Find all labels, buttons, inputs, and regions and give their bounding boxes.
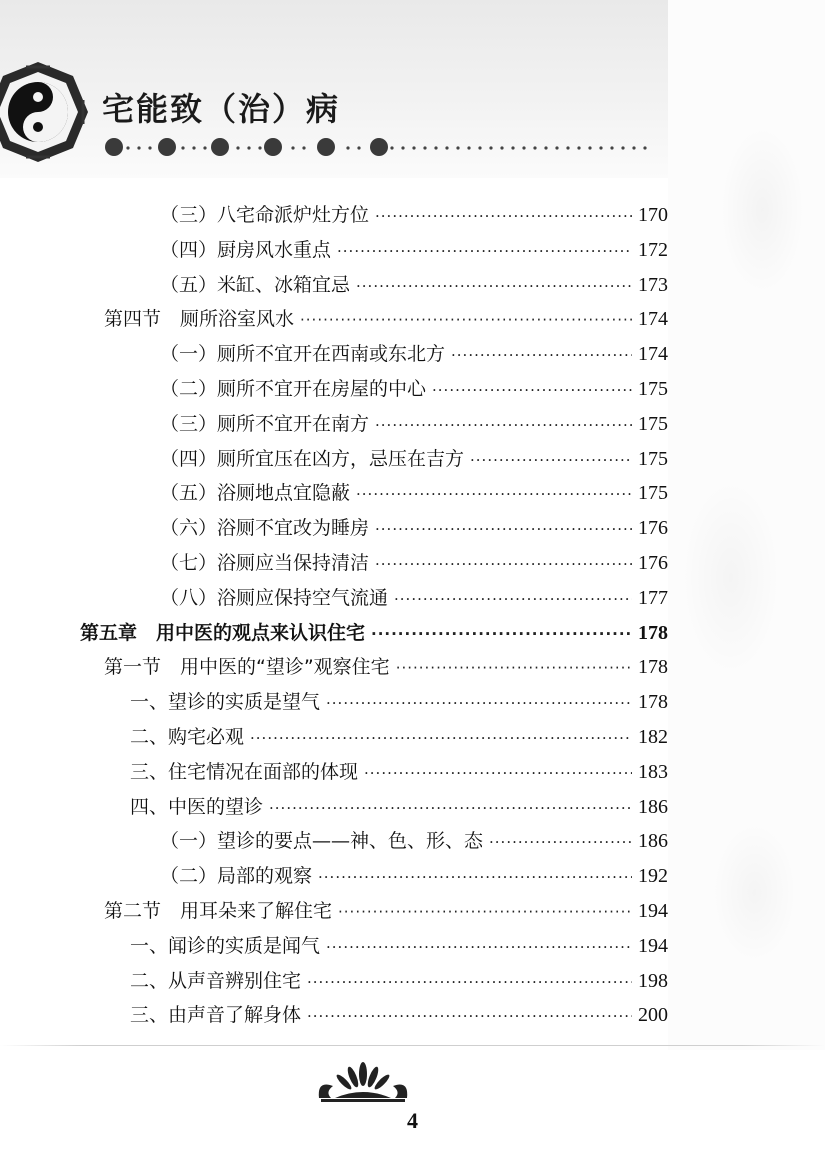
ornament-dot <box>137 146 140 149</box>
ornament-dot <box>511 146 514 149</box>
toc-leader-dots <box>326 688 632 718</box>
toc-leader-dots <box>337 236 632 266</box>
toc-entry[interactable] <box>160 826 668 856</box>
toc-entry-title: 二、购宅必观 <box>130 726 245 748</box>
toc-entry-page: 200 <box>638 1004 668 1026</box>
toc-entry-title: 第五章 用中医的观点来认识住宅 <box>80 622 366 644</box>
toc-leader-dots <box>375 549 632 579</box>
toc-entry-title: （三）厕所不宜开在南方 <box>160 413 370 435</box>
ornament-dot <box>643 146 646 149</box>
ornament-dot <box>599 146 602 149</box>
toc-entry-title: 一、望诊的实质是望气 <box>130 691 321 713</box>
toc-leader-dots <box>307 967 632 997</box>
toc-entry-title: （七）浴厕应当保持清洁 <box>160 552 370 574</box>
page-number: 4 <box>407 1108 418 1133</box>
toc-leader-dots <box>269 793 632 823</box>
toc-entry[interactable] <box>160 200 668 230</box>
toc-entry[interactable] <box>130 966 668 996</box>
toc-entry-page: 174 <box>638 308 668 330</box>
ornament-dot <box>236 146 239 149</box>
toc-leader-dots <box>375 201 632 231</box>
toc-entry[interactable] <box>160 478 668 508</box>
toc-entry[interactable] <box>130 792 668 822</box>
ornament-dot <box>577 146 580 149</box>
toc-entry[interactable] <box>130 722 668 752</box>
toc-entry[interactable] <box>160 270 668 300</box>
ornament-dot <box>148 146 151 149</box>
ornament-dot <box>621 146 624 149</box>
toc-entry[interactable] <box>104 652 668 682</box>
toc-leader-dots <box>394 584 632 614</box>
toc-entry[interactable] <box>160 444 668 474</box>
toc-entry[interactable] <box>130 687 668 717</box>
ornament-dot <box>456 146 459 149</box>
ornament-dot <box>467 146 470 149</box>
toc-entry[interactable] <box>130 931 668 961</box>
ornament-dot <box>126 146 129 149</box>
toc-leader-dots <box>489 827 632 857</box>
toc-leader-dots <box>371 619 632 649</box>
ornament-dot <box>434 146 437 149</box>
toc-leader-dots <box>432 375 632 405</box>
toc-entry-page: 175 <box>638 448 668 470</box>
toc-entry-page: 175 <box>638 482 668 504</box>
toc-leader-dots <box>318 862 632 892</box>
ornament-dot <box>302 146 305 149</box>
toc-entry-title: （一）望诊的要点——神、色、形、态 <box>160 830 484 852</box>
toc-entry-title: （六）浴厕不宜改为睡房 <box>160 517 370 539</box>
ornament-dot <box>566 146 569 149</box>
toc-entry-page: 173 <box>638 274 668 296</box>
ornament-dot <box>500 146 503 149</box>
ornament-dot <box>533 146 536 149</box>
ornament-dot <box>357 146 360 149</box>
toc-entry-title: （二）局部的观察 <box>160 865 313 887</box>
toc-entry[interactable] <box>160 235 668 265</box>
ornament-dot <box>489 146 492 149</box>
toc-entry-title: 三、由声音了解身体 <box>130 1004 302 1026</box>
ornament-dot <box>610 146 613 149</box>
ornament-dot <box>192 146 195 149</box>
toc-entry-title: 第二节 用耳朵来了解住宅 <box>104 900 333 922</box>
toc-entry-title: （四）厕所宜压在凶方，忌压在吉方 <box>160 448 465 470</box>
toc-leader-dots <box>451 340 632 370</box>
toc-entry-title: 第四节 厕所浴室风水 <box>104 308 295 330</box>
toc-entry[interactable] <box>160 409 668 439</box>
toc-entry-page: 198 <box>638 970 668 992</box>
toc-leader-dots <box>375 410 632 440</box>
toc-leader-dots <box>338 897 632 927</box>
toc-entry-page: 172 <box>638 239 668 261</box>
toc-entry-page: 170 <box>638 204 668 226</box>
toc-entry-page: 182 <box>638 726 668 748</box>
toc-entry-page: 186 <box>638 796 668 818</box>
ornament-dot <box>522 146 525 149</box>
toc-entry[interactable] <box>160 513 668 543</box>
ornament-dot <box>412 146 415 149</box>
ornament-dot <box>401 146 404 149</box>
toc-entry-page: 178 <box>638 656 668 678</box>
toc-entry-title: （三）八宅命派炉灶方位 <box>160 204 370 226</box>
toc-entry-title: 第一节 用中医的“望诊”观察住宅 <box>104 656 390 678</box>
toc-entry-title: （一）厕所不宜开在西南或东北方 <box>160 343 446 365</box>
toc-entry[interactable] <box>104 896 668 926</box>
footer-divider <box>0 1045 825 1046</box>
ornament-dot <box>423 146 426 149</box>
toc-entry[interactable] <box>80 618 668 648</box>
toc-entry-title: （二）厕所不宜开在房屋的中心 <box>160 378 427 400</box>
ornament-dot <box>544 146 547 149</box>
toc-entry-page: 175 <box>638 413 668 435</box>
background-decoration <box>668 0 825 1050</box>
toc-entry-page: 176 <box>638 552 668 574</box>
ornament-dot <box>203 146 206 149</box>
palmette-ornament-icon <box>315 1060 411 1104</box>
ornament-dot <box>632 146 635 149</box>
toc-entry-title: 三、住宅情况在面部的体现 <box>130 761 359 783</box>
toc-entry-page: 194 <box>638 900 668 922</box>
toc-leader-dots <box>375 514 632 544</box>
toc-leader-dots <box>307 1001 632 1031</box>
toc-leader-dots <box>250 723 632 753</box>
toc-leader-dots <box>396 653 632 683</box>
bagua-taiji-icon <box>0 60 90 164</box>
ornament-dot <box>390 146 393 149</box>
header-dot-ornament <box>100 136 660 158</box>
ornament-dot <box>478 146 481 149</box>
toc-leader-dots <box>356 271 632 301</box>
ornament-dot <box>291 146 294 149</box>
toc-entry-page: 183 <box>638 761 668 783</box>
toc-entry-page: 192 <box>638 865 668 887</box>
toc-leader-dots <box>470 445 632 475</box>
toc-entry-page: 194 <box>638 935 668 957</box>
ornament-dot <box>555 146 558 149</box>
ornament-dot <box>588 146 591 149</box>
toc-entry-title: （五）浴厕地点宜隐蔽 <box>160 482 351 504</box>
ornament-dot <box>181 146 184 149</box>
ornament-dot <box>346 146 349 149</box>
toc-entry[interactable] <box>160 861 668 891</box>
toc-entry-title: 二、从声音辨别住宅 <box>130 970 302 992</box>
toc-leader-dots <box>356 479 632 509</box>
toc-leader-dots <box>300 305 632 335</box>
toc-entry-title: （四）厨房风水重点 <box>160 239 332 261</box>
toc-entry-page: 186 <box>638 830 668 852</box>
ornament-dot <box>445 146 448 149</box>
toc-entry-page: 175 <box>638 378 668 400</box>
ornament-dot <box>258 146 261 149</box>
toc-entry-page: 176 <box>638 517 668 539</box>
toc-leader-dots <box>364 758 632 788</box>
toc-entry-title: （五）米缸、冰箱宜忌 <box>160 274 351 296</box>
toc-entry-page: 178 <box>638 691 668 713</box>
toc-entry[interactable] <box>160 583 668 613</box>
toc-entry[interactable] <box>130 1000 668 1030</box>
toc-entry-title: 四、中医的望诊 <box>130 796 264 818</box>
toc-entry[interactable] <box>160 548 668 578</box>
toc-entry-page: 177 <box>638 587 668 609</box>
toc-entry[interactable] <box>130 757 668 787</box>
toc-entry-title: （八）浴厕应保持空气流通 <box>160 587 389 609</box>
toc-leader-dots <box>326 932 632 962</box>
toc-entry[interactable] <box>160 339 668 369</box>
toc-entry[interactable] <box>104 304 668 334</box>
toc-entry-page: 178 <box>638 622 668 644</box>
toc-entry[interactable] <box>160 374 668 404</box>
book-title: 宅能致（治）病 <box>102 90 341 128</box>
ornament-dot <box>247 146 250 149</box>
toc-entry-title: 一、闻诊的实质是闻气 <box>130 935 321 957</box>
toc-entry-page: 174 <box>638 343 668 365</box>
